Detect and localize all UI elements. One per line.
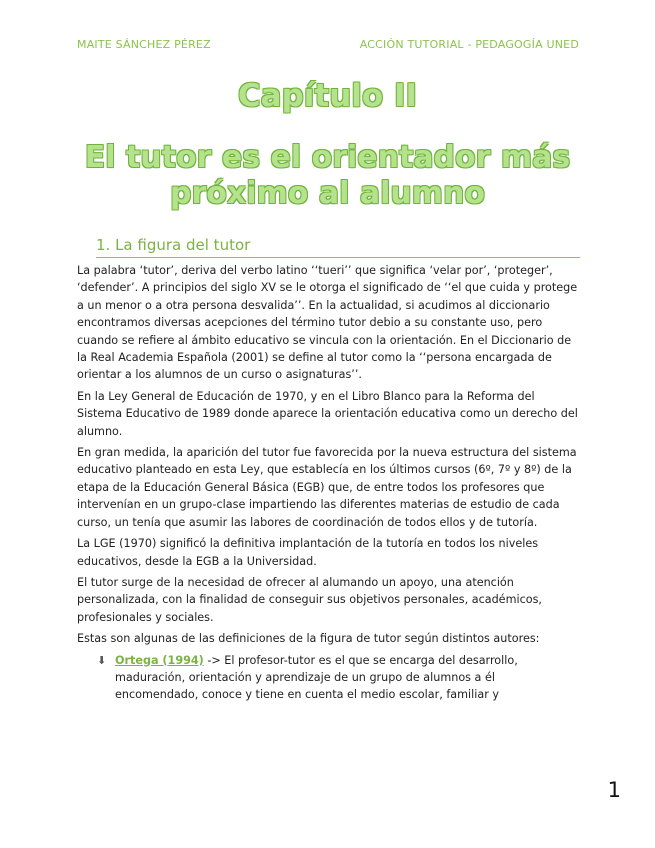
chapter-title-line-2: próximo al alumno <box>170 176 485 211</box>
paragraph: En gran medida, la aparición del tutor fue favorecida por la nueva estructura del sistema educativo planteado en esta Ley, que establecía en los últimos cursos (6º, 7º y 8º) de la etapa de la Educación General Básica (EGB) que, de entre todos los profesores que intervenían en un grupo-clase impartiendo las diferentes materias de estudio de cada curso, un tenía que asumir las labores de coordinación de todos ellos y de tutoría. <box>77 446 577 529</box>
list-item-content <box>115 652 579 704</box>
list-item-text: -> El profesor-tutor es el que se encarga del desarrollo, maduración, orientación y aprendizaje de un grupo de alumnos a él encomendado, conoce y tiene en cuenta el medio escolar, familiar y <box>115 653 518 702</box>
paragraph: Estas son algunas de las definiciones de la figura de tutor según distintos autores: <box>77 632 540 646</box>
chapter-title <box>60 140 595 212</box>
chapter-heading: Capítulo II <box>237 78 418 114</box>
body-text <box>77 262 579 704</box>
paragraph: En la Ley General de Educación de 1970, y en el Libro Blanco para la Reforma del Sistema Educativo de 1989 donde aparece la orientación educativa como un derecho del alumno. <box>77 389 578 438</box>
paragraph: La palabra ‘tutor’, deriva del verbo latino ‘‘tueri’’ que significa ‘velar por’, ‘proteger’, ‘defender’. A principios del siglo XV se le otorga el significado de ‘‘el que cuida y protege a un menor o a otra persona desvalida’’. En la actualidad, si acudimos al diccionario encontramos diversas acepciones del término tutor debio a su constante uso, pero cuando se refiere al ámbito educativo se vincula con la orientación. En el Diccionario de la Real Academia Española (2001) se define al tutor como la ‘‘persona encargada de orientar a los alumnos de un curso o asignaturas’’. <box>77 264 578 382</box>
header-author: MAITE SÁNCHEZ PÉREZ <box>77 38 211 51</box>
chapter-title-line-1: El tutor es el orientador más <box>84 140 571 175</box>
paragraph: El tutor surge de la necesidad de ofrecer al alumando un apoyo, una atención personalizada, con la finalidad de conseguir sus objetivos personales, académicos, profesionales y sociales. <box>77 575 542 624</box>
section-heading: 1. La figura del tutor <box>96 236 580 258</box>
list-item <box>97 652 579 704</box>
paragraph: La LGE (1970) significó la definitiva implantación de la tutoría en todos los niveles educativos, desde la EGB a la Universidad. <box>77 537 539 568</box>
page-number: 1 <box>607 778 621 802</box>
bullet-arrow-icon: ⬇︎ <box>97 653 107 667</box>
author-link[interactable]: Ortega (1994) <box>115 653 204 667</box>
header-course: ACCIÓN TUTORIAL - PEDAGOGÍA UNED <box>359 38 579 51</box>
page-header <box>77 38 579 51</box>
